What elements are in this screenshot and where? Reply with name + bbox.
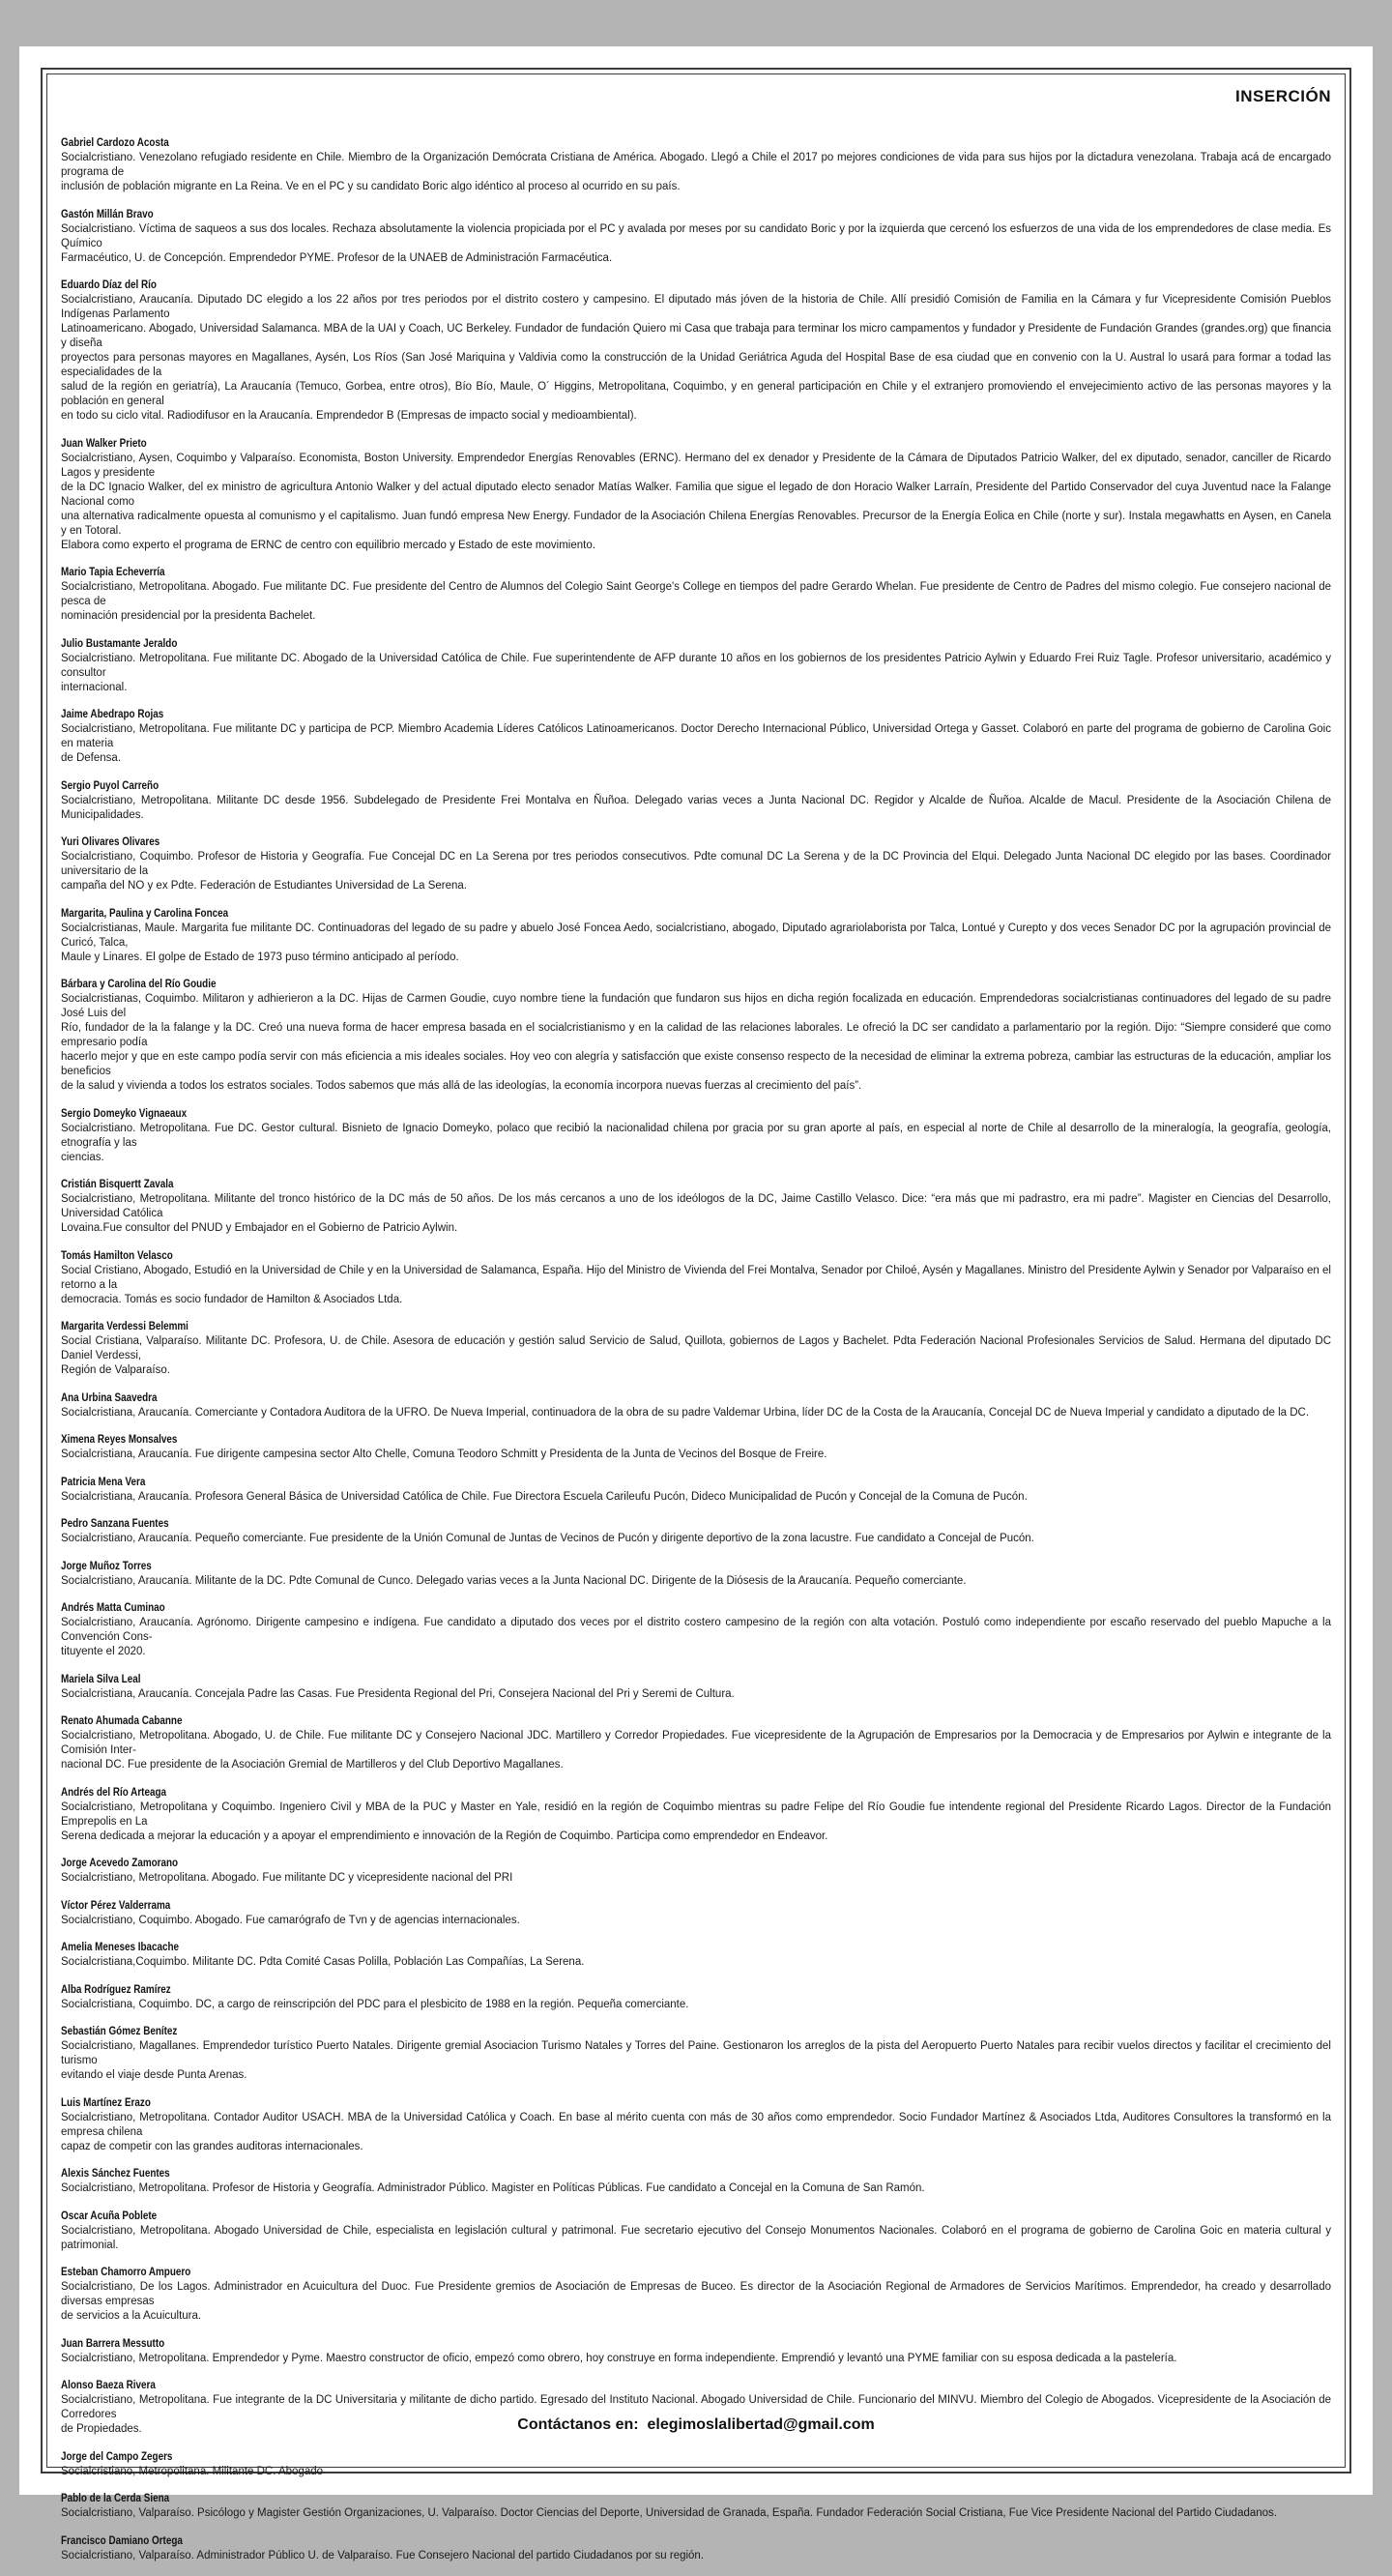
entry-name: Renato Ahumada Cabanne	[61, 1715, 183, 1727]
entry-name: Jorge Muñoz Torres	[61, 1560, 152, 1572]
list-item	[61, 1249, 1331, 1307]
list-item	[61, 1517, 1331, 1546]
entry-list	[61, 136, 1331, 2576]
list-item	[61, 1476, 1331, 1505]
contact-email[interactable]: elegimoslalibertad@gmail.com	[647, 2416, 875, 2433]
list-item	[61, 2534, 1331, 2563]
entry-description: Socialcristiana,Coquimbo. Militante DC. Pdta Comité Casas Polilla, Población Las Compañías, La Serena.	[61, 1956, 585, 1968]
entry-name: Luis Martínez Erazo	[61, 2096, 151, 2109]
entry-name: Víctor Pérez Valderrama	[61, 1899, 171, 1912]
entry-description: Socialcristiano, Metropolitana y Coquimbo. Ingeniero Civil y MBA de la PUC y Master en Yale, residió en la región de Coquimbo mientras su padre Felipe del Río Goudie fue intendente regional del Presidente Ricardo Lagos. Director de la Fundación Emprepolis en La Serena dedicada a mejorar la educación y a apoyar el emprendimiento e innovación de la Región de Coquimbo. Participa como emprendedor en Endeavor.	[61, 1800, 1331, 1842]
entry-description: Socialcristiano. Metropolitana. Fue militante DC. Abogado de la Universidad Católica de Chile. Fue superintendente de AFP durante 10 años en los gobiernos de los presidentes Patricio Aylwin y Eduardo Frei Ruiz Tagle. Profesor universitario, académico y consultor internacional.	[61, 652, 1331, 693]
list-item	[61, 2210, 1331, 2253]
entry-description: Socialcristiano, Metropolitana. Militante DC. Abogado	[61, 2465, 324, 2477]
entry-name: Francisco Damiano Ortega	[61, 2534, 183, 2547]
list-item	[61, 566, 1331, 624]
entry-name: Juan Walker Prieto	[61, 437, 147, 450]
contact-label: Contáctanos en:	[517, 2416, 639, 2433]
entry-description: Socialcristiano, Metropolitana. Fue militante DC y participa de PCP. Miembro Academia Líderes Católicos Latinoamericanos. Doctor Derecho Internacional Público, Universidad Ortega y Gasset. Colaboró en parte del programa de gobierno de Carolina Goic en materia de Defensa.	[61, 723, 1331, 764]
entry-name: Gastón Millán Bravo	[61, 208, 154, 220]
entry-name: Mariela Silva Leal	[61, 1673, 141, 1685]
entry-description: Socialcristiano, Metropolitana. Profesor de Historia y Geografía. Administrador Público. Magister en Políticas Públicas. Fue candidato a Concejal en la Comuna de San Ramón.	[61, 2182, 925, 2194]
contact-line	[47, 2416, 1345, 2434]
list-item	[61, 2167, 1331, 2196]
list-item	[61, 437, 1331, 553]
entry-name: Jaime Abedrapo Rojas	[61, 709, 164, 720]
entry-description: Socialcristiana, Coquimbo. DC, a cargo de reinscripción del PDC para el plesbicito de 1988 en la región. Pequeña comerciante.	[61, 1998, 689, 2010]
entry-name: Gabriel Cardozo Acosta	[61, 137, 169, 149]
list-item	[61, 136, 1331, 194]
entry-description: Socialcristiano, Metropolitana. Abogado, U. de Chile. Fue militante DC y Consejero Nacional JDC. Martillero y Corredor Propiedades. Fue vicepresidente de la Agrupación de Empresarios por la Democracia y de Empresarios por Aylwin e integrante de la Comisión Inter- nacional DC. Fue presidente de la Asociación Gremial de Martilleros y del Club Deportivo Magallanes.	[61, 1730, 1331, 1771]
entry-description: Socialcristiano, Metropolitana. Militante DC desde 1956. Subdelegado de Presidente Frei Montalva en Ñuñoa. Delegado varias veces a Junta Nacional DC. Regidor y Alcalde de Ñuñoa. Alcalde de Macul. Presidente de la Asociación Chilena de Municipalidades.	[61, 794, 1331, 821]
entry-name: Jorge Acevedo Zamorano	[61, 1858, 179, 1869]
entry-name: Sergio Puyol Carreño	[61, 779, 160, 792]
entry-name: Ximena Reyes Monsalves	[61, 1434, 178, 1446]
page-sheet	[19, 46, 1373, 2561]
list-item	[61, 1601, 1331, 1659]
entry-description: Socialcristiana, Araucanía. Profesora General Básica de Universidad Católica de Chile. Fue Directora Escuela Carileufu Pucón, Dideco Municipalidad de Pucón y Concejal de la Comuna de Pucón.	[61, 1490, 1028, 1503]
list-item	[61, 1673, 1331, 1702]
list-item	[61, 1391, 1331, 1420]
entry-name: Sebastián Gómez Benítez	[61, 2026, 178, 2037]
list-item	[61, 2450, 1331, 2479]
list-item	[61, 1178, 1331, 1236]
entry-description: Socialcristiano, Aysen, Coquimbo y Valparaíso. Economista, Boston University. Emprendedor Energías Renovables (ERNC). Hermano del ex denador y Presidente de la Cámara de Diputados Patricio Walker, del ex diputado, senador, canciller de Ricardo Lagos y presidente de la DC Ignacio Walker, del ex ministro de agricultura Antonio Walker y del actual diputado electo senador Matías Walker. Familia que sigue el legado de don Horacio Walker Larraín, Presidente del Partido Conservador del cuya Juventud nace la Falange Nacional como una alternativa radicalmente opuesta al comunismo y el capitalismo. Juan fundó empresa New Energy. Fundador de la Asociación Chilena Energías Renovables. Precursor de la Energía Eolica en Chile (norte y sur). Instala megawhatts en Aysen, en Canela y en Totoral. Elabora como experto el programa de ERNC de centro con equilibrio mercado y Estado de este movimiento.	[61, 452, 1331, 551]
entry-description: Socialcristiano, Metropolitana. Abogado. Fue militante DC. Fue presidente del Centro de Alumnos del Colegio Saint George's College en tiempos del padre Gerardo Whelan. Fue presidente de Centro de Padres del mismo colegio. Fue consejero nacional de pesca de nominación presidencial por la presidenta Bachelet.	[61, 581, 1331, 622]
list-item	[61, 907, 1331, 965]
entry-description: Social Cristiana, Valparaíso. Militante DC. Profesora, U. de Chile. Asesora de educación y gestión salud Servicio de Salud, Quillota, gobiernos de Lagos y Bachelet. Pdta Federación Nacional Profesionales Servicios de Salud. Hermana del diputado DC Daniel Verdessi, Región de Valparaíso.	[61, 1335, 1331, 1376]
entry-description: Socialcristiano, Metropolitana. Emprendedor y Pyme. Maestro constructor de oficio, empezó como obrero, hoy construye en forma independiente. Emprendió y levantó una PYME familiar con su esposa dedicada a la pastelería.	[61, 2352, 1177, 2364]
list-item	[61, 708, 1331, 766]
list-item	[61, 2337, 1331, 2366]
entry-name: Julio Bustamante Jeraldo	[61, 637, 178, 650]
list-item	[61, 1857, 1331, 1886]
list-item	[61, 1899, 1331, 1928]
list-item	[61, 1786, 1331, 1844]
entry-name: Alba Rodríguez Ramírez	[61, 1983, 171, 1996]
entry-description: Socialcristianas, Maule. Margarita fue militante DC. Continuadoras del legado de su padre y abuelo José Foncea Aedo, socialcristiano, abogado, Diputado agrariolaborista por Talca, Lontué y Curepto y dos veces Senador DC por la agrupación provincial de Curicó, Talca, Maule y Linares. El golpe de Estado de 1973 puso término anticipado al período.	[61, 922, 1331, 963]
entry-name: Esteban Chamorro Ampuero	[61, 2267, 191, 2278]
entry-name: Jorge del Campo Zegers	[61, 2450, 173, 2463]
entry-description: Socialcristiana, Araucanía. Fue dirigente campesina sector Alto Chelle, Comuna Teodoro Schmitt y Presidenta de la Junta de Vecinos del Bosque de Freire.	[61, 1449, 827, 1460]
entry-description: Socialcristiano. Metropolitana. Fue DC. Gestor cultural. Bisnieto de Ignacio Domeyko, polaco que recibió la nacionalidad chilena por gracia por su gran aporte al país, en especial al norte de Chile al desarrollo de la mineralogía, la geografía, geología, etnografía y las ciencias.	[61, 1122, 1331, 1163]
entry-description: Socialcristiano, Metropolitana. Abogado. Fue militante DC y vicepresidente nacional del PRI	[61, 1872, 513, 1884]
entry-name: Juan Barrera Messutto	[61, 2337, 165, 2350]
entry-description: Socialcristiano, Magallanes. Emprendedor turístico Puerto Natales. Dirigente gremial Asociacion Turismo Natales y Torres del Paine. Gestionaron los arreglos de la pista del Aeropuerto Puerto Natales para recibir vuelos directos y facilitar el crecimiento del turismo evitando el viaje desde Punta Arenas.	[61, 2040, 1331, 2081]
entry-description: Socialcristiano. Víctima de saqueos a sus dos locales. Rechaza absolutamente la violencia propiciada por el PC y avalada por meses por su candidato Boric y por la izquierda que cercenó los esfuerzos de una vida de los emprendedores de clase media. Es Químico Farmacéutico, U. de Concepción. Emprendedor PYME. Profesor de la UNAEB de Administración Farmacéutica.	[61, 222, 1331, 264]
entry-description: Socialcristiano, Valparaíso. Administrador Público U. de Valparaíso. Fue Consejero Nacional del partido Ciudadanos por su región.	[61, 2549, 705, 2561]
entry-name: Sergio Domeyko Vignaeaux	[61, 1107, 188, 1120]
list-item	[61, 2492, 1331, 2521]
list-item	[61, 2096, 1331, 2154]
list-item	[61, 2266, 1331, 2324]
entry-description: Socialcristiano. Venezolano refugiado residente en Chile. Miembro de la Organización Demócrata Cristiana de América. Abogado. Llegó a Chile el 2017 po mejores condiciones de vida para sus hijos por la dictadura venezolana. Trabaja acá de encargado programa de inclusión de población migrante en La Reina. Ve en el PC y su candidato Boric algo idéntico al proceso al ocurrido en su país.	[61, 152, 1331, 192]
entry-name: Oscar Acuña Poblete	[61, 2210, 158, 2222]
list-item	[61, 978, 1331, 1094]
entry-name: Yuri Olivares Olivares	[61, 836, 160, 848]
list-item	[61, 1560, 1331, 1589]
list-item	[61, 1714, 1331, 1772]
list-item	[61, 637, 1331, 695]
entry-name: Pablo de la Cerda Siena	[61, 2493, 170, 2504]
list-item	[61, 835, 1331, 893]
entry-name: Mario Tapia Echeverría	[61, 567, 165, 578]
entry-name: Tomás Hamilton Velasco	[61, 1249, 173, 1262]
list-item	[61, 278, 1331, 424]
page-title: INSERCIÓN	[1235, 87, 1331, 105]
list-item	[61, 1941, 1331, 1970]
entry-description: Socialcristiano, Metropolitana. Fue integrante de la DC Universitaria y militante de dicho partido. Egresado del Instituto Nacional. Abogado Universidad de Chile. Funcionario del MINVU. Miembro del Colegio de Abogados. Vicepresidente de la Asociación de Corredores de Propiedades.	[61, 2394, 1331, 2435]
list-item	[61, 208, 1331, 266]
list-item	[61, 1433, 1331, 1462]
entry-description: Socialcristiano, Coquimbo. Abogado. Fue camarógrafo de Tvn y de agencias internacionales.	[61, 1914, 520, 1926]
entry-name: Alonso Baeza Rivera	[61, 2380, 156, 2391]
entry-description: Socialcristiano, Valparaíso. Psicólogo y Magister Gestión Organizaciones, U. Valparaíso. Doctor Ciencias del Deporte, Universidad de Granada, España. Fundador Federación Social Cristiana, Fue Vice Presidente Nacional del Partido Ciudadanos.	[61, 2507, 1277, 2519]
entry-description: Socialcristiano, Araucanía. Militante de la DC. Pdte Comunal de Cunco. Delegado varias veces a la Junta Nacional DC. Dirigente de la Diósesis de la Araucanía. Pequeño comerciante.	[61, 1574, 967, 1587]
page-border	[41, 68, 1351, 2561]
entry-name: Patricia Mena Vera	[61, 1476, 146, 1488]
list-item	[61, 2025, 1331, 2083]
entry-name: Bárbara y Carolina del Río Goudie	[61, 979, 217, 990]
entry-name: Andrés Matta Cuminao	[61, 1602, 165, 1614]
entry-description: Socialcristiano, De los Lagos. Administrador en Acuicultura del Duoc. Fue Presidente gremios de Asociación de Empresas de Buceo. Es director de la Asociación Regional de Armadores de Servicios Marítimos. Emprendedor, ha creado y desarrollado diversas empresas de servicios a la Acuicultura.	[61, 2281, 1331, 2322]
entry-description: Socialcristiano, Araucanía. Agrónomo. Dirigente campesino e indígena. Fue candidato a diputado dos veces por el distrito costero campesino de la región con alta votación. Postuló como independiente por escaño reservado del pueblo Mapuche a la Convención Cons- tituyente el 2020.	[61, 1617, 1331, 1657]
entry-name: Amelia Meneses Ibacache	[61, 1942, 180, 1953]
entry-name: Cristián Bisquertt Zavala	[61, 1179, 174, 1190]
entry-description: Socialcristiana, Araucanía. Comerciante y Contadora Auditora de la UFRO. De Nueva Imperial, continuadora de la obra de su padre Valdemar Urbina, líder DC de la Costa de la Araucanía, Concejal DC de Nueva Imperial y candidato a diputado de la DC.	[61, 1406, 1310, 1419]
entry-description: Socialcristiana, Araucanía. Concejala Padre las Casas. Fue Presidenta Regional del Pri, Consejera Nacional del Pri y Seremi de Cultura.	[61, 1687, 735, 1700]
entry-name: Eduardo Díaz del Río	[61, 279, 157, 291]
entry-name: Pedro Sanzana Fuentes	[61, 1518, 169, 1530]
entry-name: Alexis Sánchez Fuentes	[61, 2168, 170, 2180]
entry-description: Socialcristiano, Metropolitana. Contador Auditor USACH. MBA de la Universidad Católica y Coach. En base al mérito cuenta con más de 30 años como emprendedor. Socio Fundador Martínez & Asociados Ltda, Auditores Consultores la transformó en la empresa chilena capaz de competir con las grandes auditoras internacionales.	[61, 2111, 1331, 2152]
page-border-inner	[46, 73, 1346, 2561]
entry-description: Socialcristiano, Coquimbo. Profesor de Historia y Geografía. Fue Concejal DC en La Serena por tres periodos consecutivos. Pdte comunal DC La Serena y de la DC Provincia del Elqui. Delegado Junta Nacional DC elegido por las bases. Coordinador universitario de la campaña del NO y ex Pdte. Federación de Estudiantes Universidad de La Serena.	[61, 851, 1331, 892]
list-item	[61, 1107, 1331, 1165]
entry-description: Socialcristianas, Coquimbo. Militaron y adhierieron a la DC. Hijas de Carmen Goudie, cuyo nombre tiene la fundación que fundaron sus hijos en dicha región focalizada en educación. Emprendedoras socialcristianas continuadores del legado de su padre José Luis del Río, fundador de la la falange y la DC. Creó una nueva forma de hacer empresa basada en el socialcristianismo y en la calidad de las relaciones laborales. Le ofreció la DC ser candidato a parlamentario por la región. Dijo: “Siempre consideré que como empresario podía hacerlo mejor y que en este campo podía servir con más eficiencia a mis ideales sociales. Hoy veo con alegría y satisfacción que existe consenso respecto de la necesidad de eliminar la extrema pobreza, cambiar las estructuras de la educación, ampliar los beneficios de la salud y vivienda a todos los estratos sociales. Todos sabemos que más allá de las ideologías, la economía incorpora nuevas fuerzas al crecimiento del país”.	[61, 993, 1331, 1092]
entry-description: Socialcristiano, Araucanía. Pequeño comerciante. Fue presidente de la Unión Comunal de Juntas de Vecinos de Pucón y dirigente deportivo de la zona lacustre. Fue candidato a Concejal de Pucón.	[61, 1533, 1034, 1544]
entry-description: Socialcristiano, Araucanía. Diputado DC elegido a los 22 años por tres periodos por el distrito costero y campesino. El diputado más jóven de la historia de Chile. Allí presidió Comisión de Familia en la Cámara y fur Vicepresidente Comisión Pueblos Indígenas Parlamento Latinoamericano. Abogado, Universidad Salamanca. MBA de la UAI y Coach, UC Berkeley. Fundador de fundación Quiero mi Casa que trabaja para terminar los micro campamentos y fundador y Presidente de Fundación Grandes (grandes.org) que financia y diseña proyectos para personas mayores en Magallanes, Aysén, Los Ríos (San José Mariquina y Valdivia como la construcción de la Unidad Geriátrica Aguda del Hospital Base de esa ciudad que en convenio con la U. Austral lo usará para formar a todad las especialidades de la salud de la región en geriatría), La Araucanía (Temuco, Gorbea, entre otros), Bío Bío, Maule, O´ Higgins, Metropolitana, Coquimbo, y en general participación en Chile y el extranjero promoviendo el envejecimiento activo de las personas mayores y la población en general en todo su ciclo vital. Radiodifusor en la Araucanía. Emprendedor B (Empresas de impacto social y medioambiental).	[61, 294, 1331, 422]
entry-description: Socialcristiano, Metropolitana. Abogado Universidad de Chile, especialista en legislación cultural y patrimonal. Fue secretario ejecutivo del Consejo Monumentos Nacionales. Colaboró en el programa de gobierno de Carolina Goic en materia cultural y patrimonial.	[61, 2224, 1331, 2251]
entry-name: Margarita, Paulina y Carolina Foncea	[61, 907, 229, 920]
list-item	[61, 779, 1331, 823]
entry-name: Ana Urbina Saavedra	[61, 1391, 158, 1404]
entry-description: Socialcristiano, Metropolitana. Militante del tronco histórico de la DC más de 50 años. De los más cercanos a uno de los ideólogos de la DC, Jaime Castillo Velasco. Dice: “era más que mi padrastro, era mi padre”. Magister en Ciencias del Desarrollo, Universidad Católica Lovaina.Fue consultor del PNUD y Embajador en el Gobierno de Patricio Aylwin.	[61, 1193, 1331, 1234]
list-item	[61, 1983, 1331, 2012]
entry-description: Social Cristiano, Abogado, Estudió en la Universidad de Chile y en la Universidad de Salamanca, España. Hijo del Ministro de Vivienda del Frei Montalva, Senador por Chiloé, Aysén y Magallanes. Ministro del Presidente Aylwin y Senador por Valparaíso en el retorno a la democracia. Tomás es socio fundador de Hamilton & Asociados Ltda.	[61, 1264, 1331, 1305]
list-item	[61, 1320, 1331, 1378]
entry-name: Andrés del Río Arteaga	[61, 1786, 167, 1799]
entry-name: Margarita Verdessi Belemmi	[61, 1321, 188, 1332]
